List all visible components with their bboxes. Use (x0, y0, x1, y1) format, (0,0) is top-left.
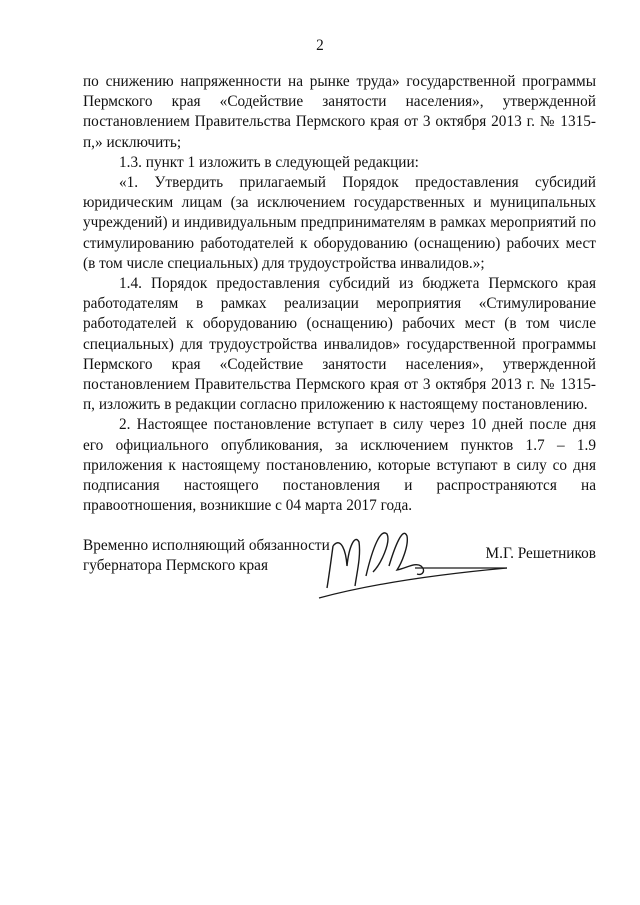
paragraph-quote-1: «1. Утвердить прилагаемый Порядок предоставления субсидий юридическим лицам (за исключением государственных и муниципальных учреждений) и индивидуальным предпринимателям в рамках мероприятий по стимулированию работодателей к оборудованию (оснащению) рабочих мест (в том числе специальных) для трудоустройства инвалидов.»; (83, 174, 596, 272)
position-line-2: губернатора Пермского края (83, 557, 269, 575)
position-line-1: Временно исполняющий обязанности (83, 537, 330, 554)
signatory-name: М.Г. Решетников (485, 545, 596, 562)
page-number: 2 (316, 37, 324, 54)
paragraph-continuation: по снижению напряженности на рынке труда» государственной программы Пермского края «Содействие занятости населения», утвержденной постановлением Правительства Пермского края от 3 октября 2013 г. № 1315-п,» исключить; (83, 73, 596, 151)
paragraph-item-2: 2. Настоящее постановление вступает в силу через 10 дней после дня его официального опубликования, за исключением пунктов 1.7 – 1.9 приложения к настоящему постановлению, которые вступают в силу со дня подписания настоящего постановления и распространяются на правоотношения, возникшие с 04 марта 2017 года. (83, 416, 596, 515)
handwritten-signature (311, 506, 511, 606)
signatory-position (83, 536, 330, 576)
signature-block (83, 536, 596, 596)
paragraph-item-1-4: 1.4. Порядок предоставления субсидий из бюджета Пермского края работодателям в рамках реализации мероприятия «Стимулирование работодателей к оборудованию (оснащению) рабочих мест (в том числе специальных) для трудоустройства инвалидов» государственной программы Пермского края «Содействие занятости населения», утвержденной постановлением Правительства Пермского края от 3 октября 2013 г. № 1315-п, изложить в редакции согласно приложению к настоящему постановлению. (83, 275, 596, 414)
paragraph-item-1-3: 1.3. пункт 1 изложить в следующей редакции: (119, 153, 419, 171)
document-body (83, 72, 596, 516)
